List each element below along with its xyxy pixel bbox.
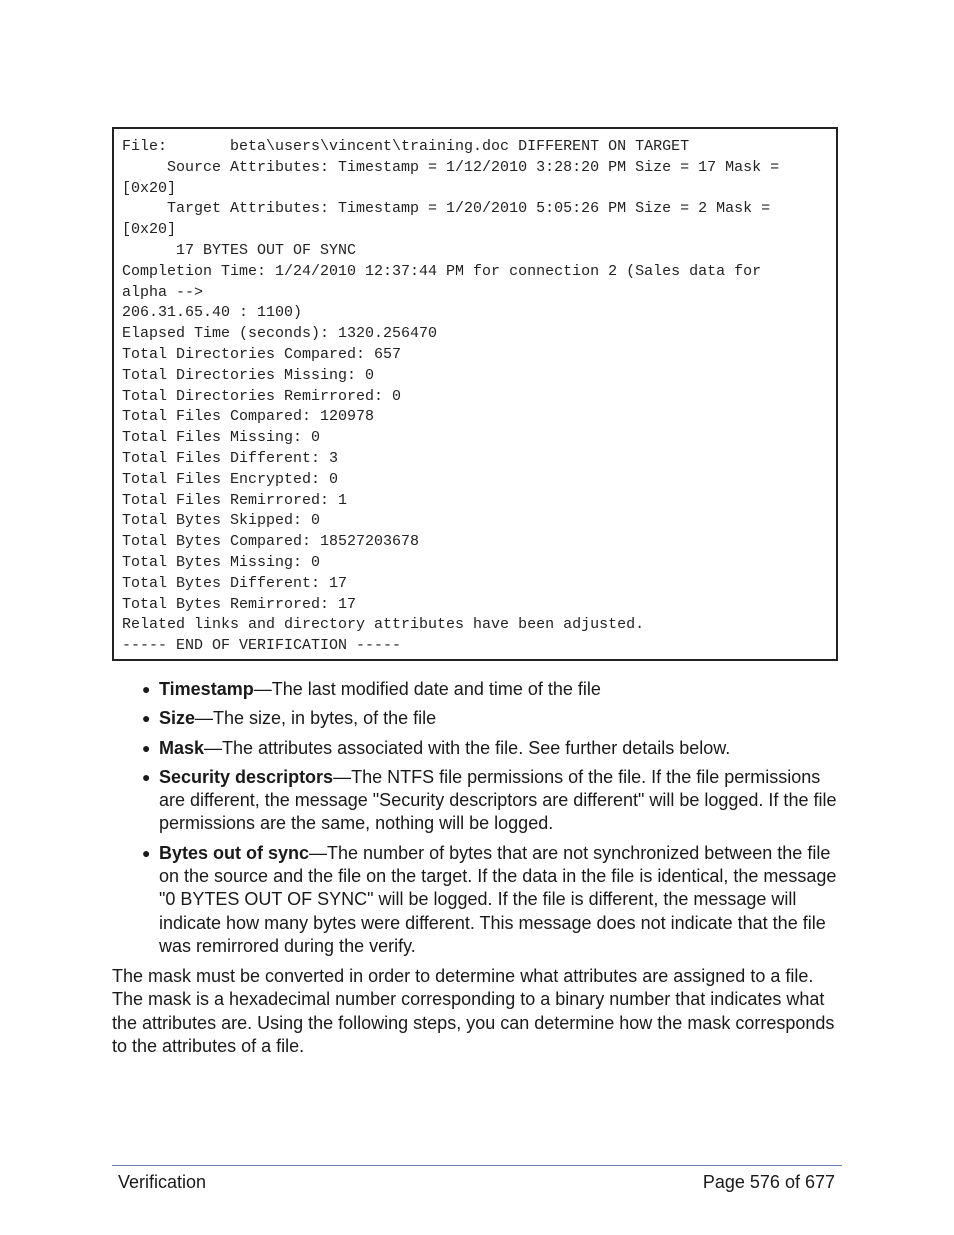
term-description: —The NTFS file permissions of the file. If the file permissions are different, the message "Security descriptors are different" will be logged. If the file permissions are the same, nothing will be logged. (159, 766, 837, 834)
term-label: Bytes out of sync (159, 842, 310, 863)
footer-section-title: Verification (118, 1172, 207, 1192)
log-line: Total Bytes Skipped: 0 (122, 512, 321, 530)
log-line: Total Files Missing: 0 (122, 429, 321, 447)
log-line: Total Directories Missing: 0 (122, 366, 375, 384)
bullet-dot-icon: ● (142, 768, 151, 785)
log-output-box (112, 127, 838, 661)
log-line: Related links and directory attributes have been adjusted. (122, 616, 645, 634)
log-line: Total Files Compared: 120978 (122, 408, 375, 426)
log-line: alpha --> (122, 283, 204, 301)
log-line: Target Attributes: Timestamp = 1/20/2010 5:05:26 PM Size = 2 Mask = (122, 200, 771, 218)
log-line: 17 BYTES OUT OF SYNC (122, 241, 357, 259)
list-item-bytes-out-of-sync (112, 842, 842, 958)
attribute-definition-list (112, 678, 842, 964)
log-line: [0x20] (122, 179, 177, 197)
term-description: —The size, in bytes, of the file (195, 708, 437, 729)
list-item-timestamp (112, 678, 842, 701)
log-line: File: beta\users\vincent\training.doc DIFFERENT ON TARGET (122, 138, 690, 155)
bullet-dot-icon: ● (142, 710, 151, 727)
log-line: Total Bytes Remirrored: 17 (122, 595, 357, 613)
term-label: Size (159, 708, 196, 729)
log-line: Elapsed Time (seconds): 1320.256470 (122, 325, 438, 343)
log-line: [0x20] (122, 221, 177, 239)
log-line: Total Bytes Compared: 18527203678 (122, 533, 420, 551)
log-line: Total Files Remirrored: 1 (122, 491, 348, 509)
term-description: —The number of bytes that are not synchronized between the file on the source and the file on the target. If the data in the file is identical, the message "0 BYTES OUT OF SYNC" will be logged. If the file is different, the message will indicate how many bytes were different. This message does not indicate that the file was remirrored during the verify. (159, 842, 837, 956)
term-label: Security descriptors (159, 766, 334, 787)
log-line: Total Directories Remirrored: 0 (122, 387, 402, 405)
footer-divider (112, 1165, 842, 1166)
log-line: Total Bytes Missing: 0 (122, 553, 321, 571)
bullet-dot-icon: ● (142, 739, 151, 756)
term-description: —The last modified date and time of the file (253, 679, 601, 699)
footer-page-number: Page 576 of 677 (702, 1172, 835, 1192)
mask-explanation-paragraph: The mask must be converted in order to determine what attributes are assigned to a file. The mask is a hexadecimal number corresponding to a binary number that indicates what the attributes are. Using the following steps, you can determine how the mask corresponds to the attributes of a file. (112, 966, 835, 1056)
list-item-size (112, 707, 842, 730)
term-label: Mask (159, 737, 205, 758)
log-line: ----- END OF VERIFICATION ----- (122, 637, 402, 655)
log-line: Total Directories Compared: 657 (122, 345, 402, 363)
log-line: Completion Time: 1/24/2010 12:37:44 PM for connection 2 (Sales data for (122, 262, 762, 280)
term-label: Timestamp (159, 679, 254, 699)
term-description: —The attributes associated with the file. See further details below. (204, 737, 731, 758)
list-item-mask (112, 737, 842, 760)
log-line: Total Bytes Different: 17 (122, 574, 348, 592)
log-line: Total Files Encrypted: 0 (122, 470, 339, 488)
log-line: 206.31.65.40 : 1100) (122, 304, 303, 322)
log-line: Source Attributes: Timestamp = 1/12/2010 3:28:20 PM Size = 17 Mask = (122, 158, 780, 176)
bullet-dot-icon: ● (142, 844, 151, 861)
bullet-dot-icon: ● (142, 681, 151, 697)
list-item-security-descriptors (112, 766, 842, 836)
log-line: Total Files Different: 3 (122, 449, 339, 467)
